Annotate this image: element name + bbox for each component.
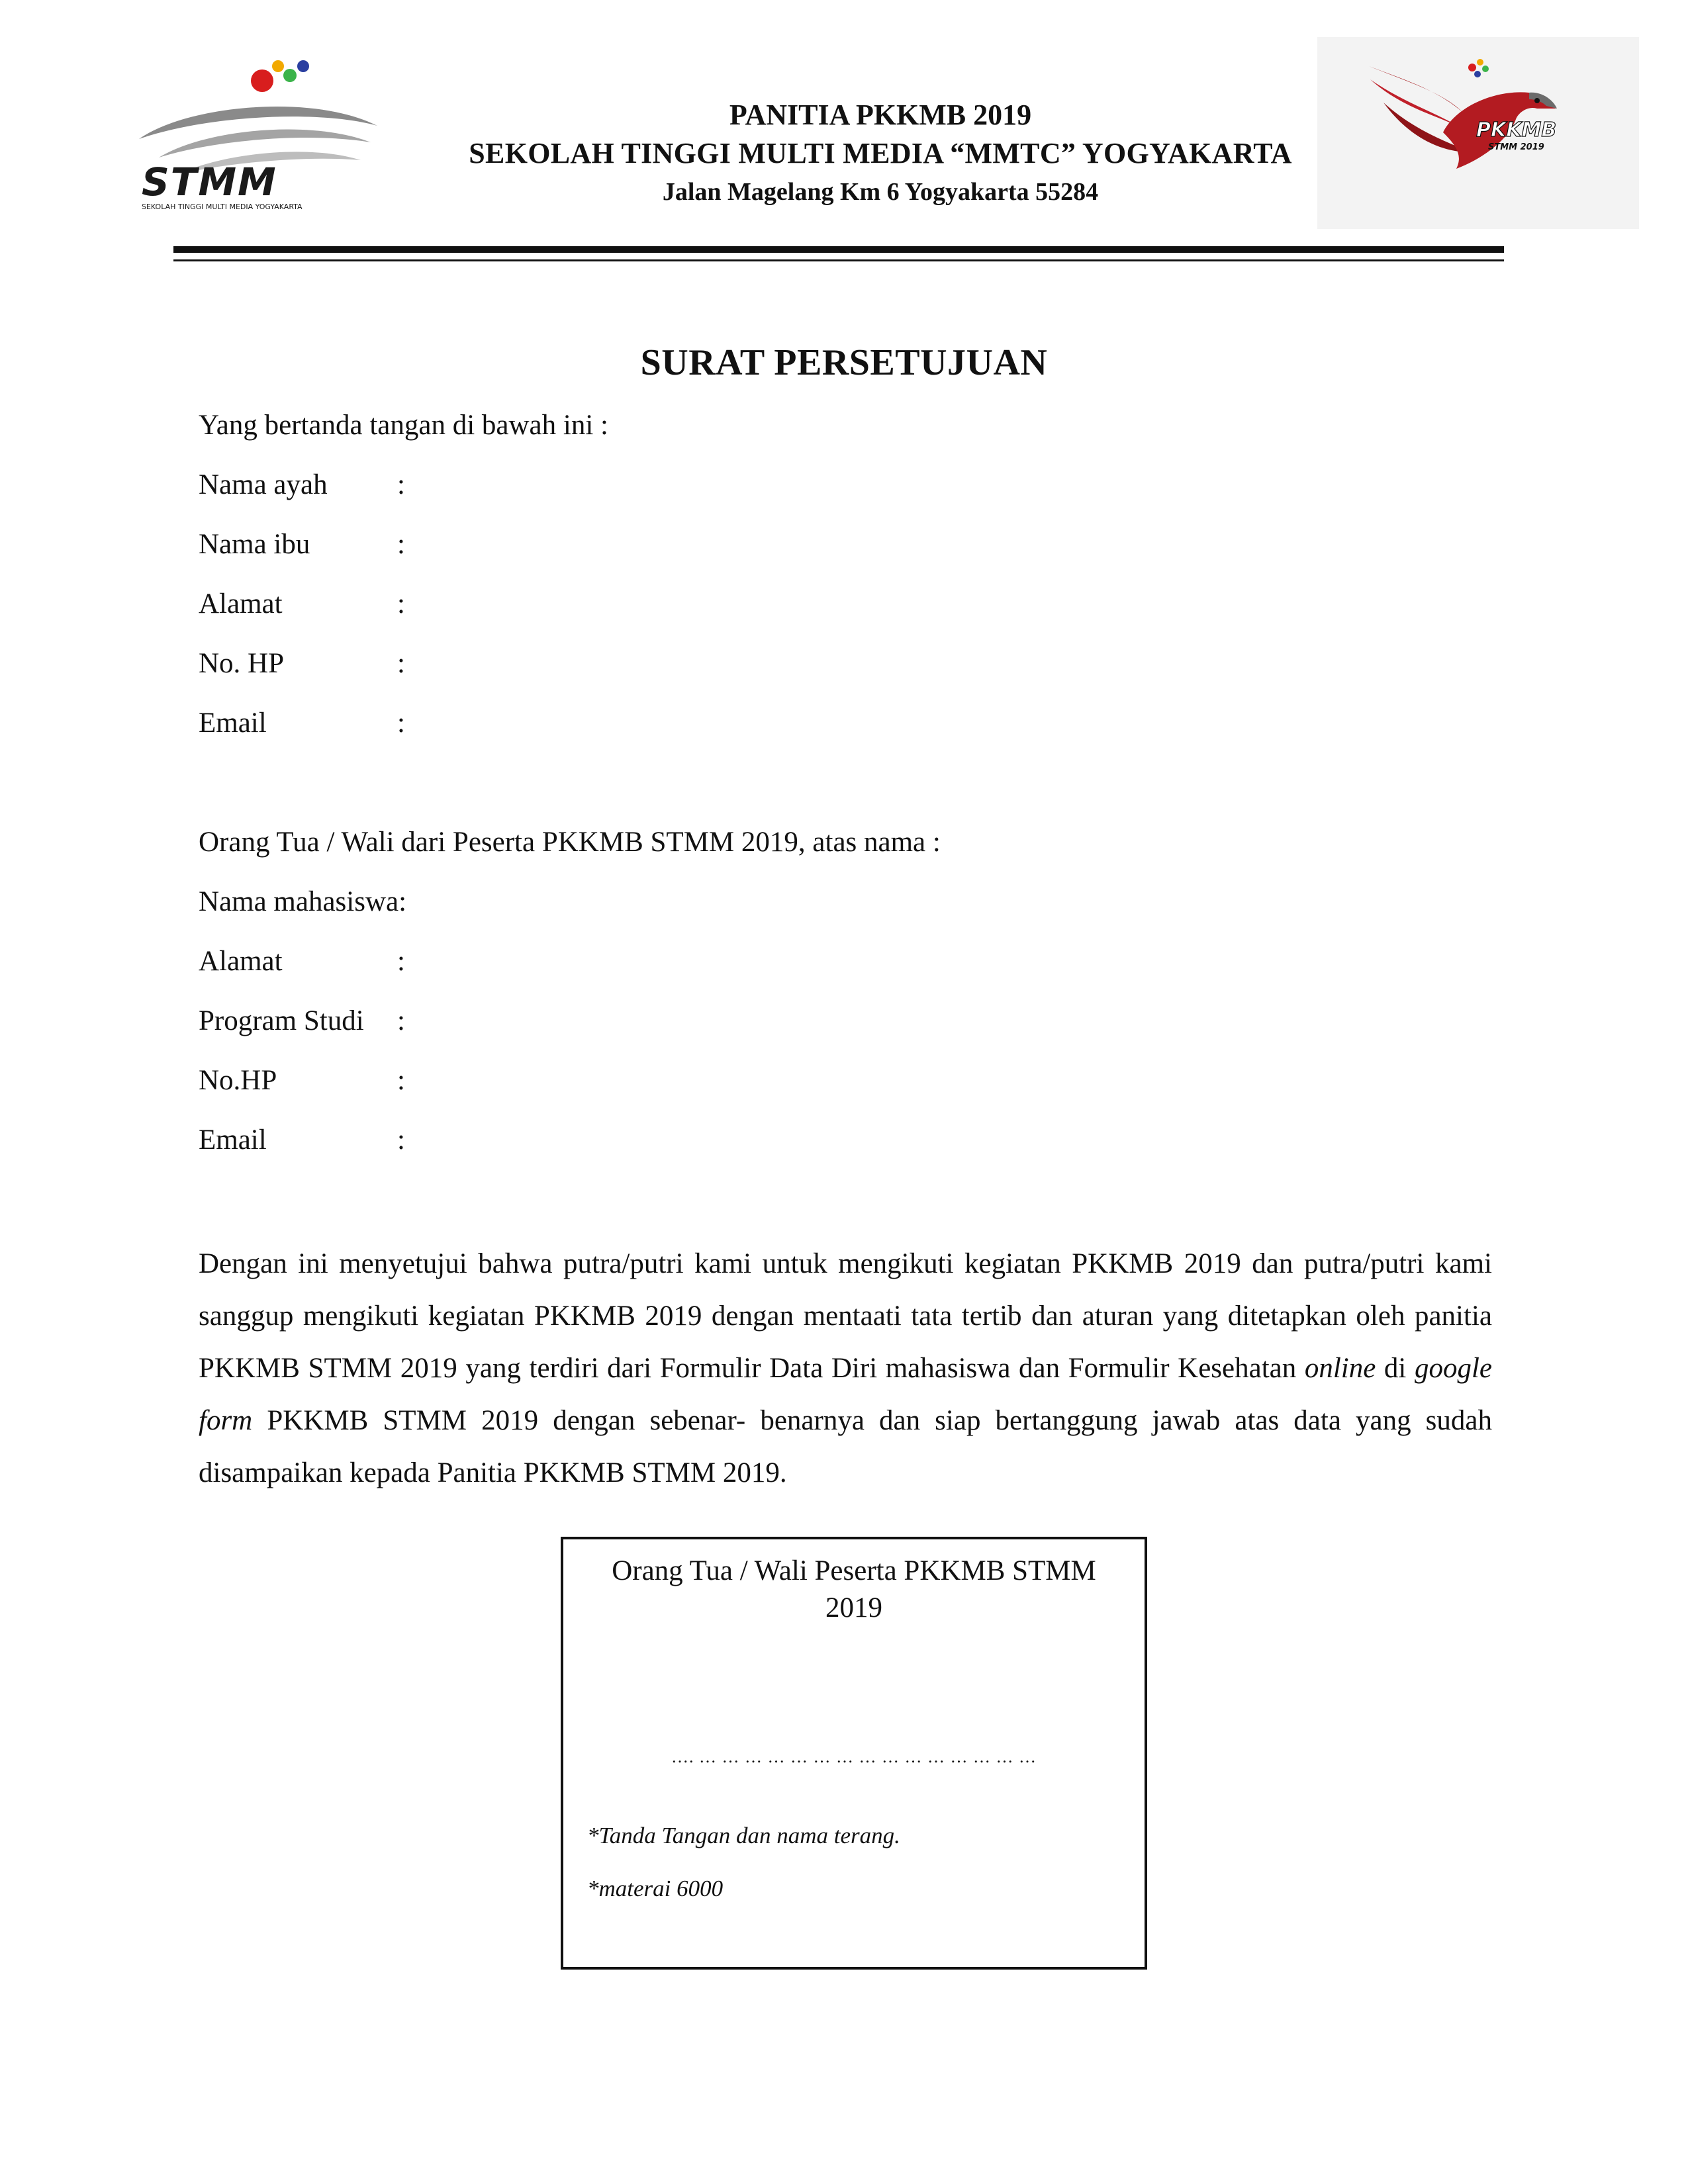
pkkmb-eagle-logo-icon — [1364, 53, 1575, 192]
field-student-phone — [199, 1064, 405, 1097]
pkkmb-logo-subtext: STMM 2019 — [1488, 142, 1544, 152]
document-title: SURAT PERSETUJUAN — [640, 342, 1048, 383]
guardian-intro-text: Orang Tua / Wali dari Peserta PKKMB STMM 2019, atas nama : — [199, 827, 941, 858]
signature-title-line1: Orang Tua / Wali Peserta PKKMB STMM — [612, 1555, 1096, 1586]
stmm-logo-subtext: SEKOLAH TINGGI MULTI MEDIA YOGYAKARTA — [142, 203, 303, 211]
field-colon: : — [397, 946, 405, 977]
signature-note: *Tanda Tangan dan nama terang. — [587, 1823, 900, 1848]
field-colon: : — [397, 469, 405, 500]
field-label: Email — [199, 707, 267, 739]
consent-text-2: di — [1376, 1353, 1415, 1384]
field-study-program — [199, 1005, 405, 1037]
intro-text: Yang bertanda tangan di bawah ini : — [199, 410, 608, 441]
header-divider-thick — [173, 246, 1504, 253]
field-father-name — [199, 469, 405, 501]
field-colon: : — [397, 1005, 405, 1036]
field-label: Email — [199, 1124, 267, 1156]
consent-text-google-form: google form — [199, 1353, 1492, 1436]
header-divider-thin — [173, 259, 1504, 261]
field-student-email — [199, 1124, 405, 1156]
consent-text-online: online — [1304, 1353, 1376, 1384]
field-mother-name — [199, 528, 405, 561]
field-colon: : — [397, 1124, 405, 1156]
field-student-name: Nama mahasiswa: — [199, 886, 407, 917]
stmm-logo-text: STMM — [142, 159, 277, 205]
field-student-address — [199, 945, 405, 978]
stamp-duty-note: *materai 6000 — [587, 1876, 724, 1901]
header-institution: SEKOLAH TINGGI MULTI MEDIA “MMTC” YOGYAKARTA — [469, 137, 1292, 169]
field-label: Nama ibu — [199, 529, 310, 560]
header-address: Jalan Magelang Km 6 Yogyakarta 55284 — [662, 178, 1099, 206]
field-label: Alamat — [199, 946, 283, 977]
field-label: Program Studi — [199, 1005, 364, 1036]
signature-line: …. … … … … … … … … … … … … … … … — [671, 1747, 1037, 1766]
field-colon: : — [397, 648, 405, 679]
field-parent-address — [199, 588, 405, 620]
field-label: Nama ayah — [199, 469, 328, 500]
signature-title — [563, 1553, 1145, 1627]
field-colon: : — [397, 707, 405, 739]
field-label: No. HP — [199, 648, 285, 679]
field-parent-phone — [199, 647, 405, 680]
field-colon: : — [397, 529, 405, 560]
stmm-logo-icon — [132, 46, 384, 212]
field-label: Alamat — [199, 588, 283, 619]
field-label: No.HP — [199, 1065, 277, 1096]
signature-title-line2: 2019 — [825, 1592, 882, 1623]
field-colon: : — [397, 588, 405, 619]
consent-text-3: PKKMB STMM 2019 dengan sebenar- benarnya dan siap bertanggung jawab atas data yang sudah disampaikan kepada Panitia PKKMB STMM 2019. — [199, 1405, 1492, 1488]
signature-box — [561, 1537, 1147, 1970]
field-colon: : — [397, 1065, 405, 1096]
header-committee: PANITIA PKKMB 2019 — [729, 99, 1032, 131]
field-parent-email — [199, 707, 405, 739]
consent-paragraph — [199, 1238, 1492, 1499]
pkkmb-logo-text: PKKMB — [1476, 118, 1557, 142]
consent-text-1: Dengan ini menyetujui bahwa putra/putri kami untuk mengikuti kegiatan PKKMB 2019 dan putra/putri kami sanggup mengikuti kegiatan PKKMB 2019 dengan mentaati tata tertib dan aturan yang ditetapkan oleh panitia PKKMB STMM 2019 yang terdiri dari Formulir Data Diri mahasiswa dan Formulir Kesehatan — [199, 1248, 1492, 1384]
